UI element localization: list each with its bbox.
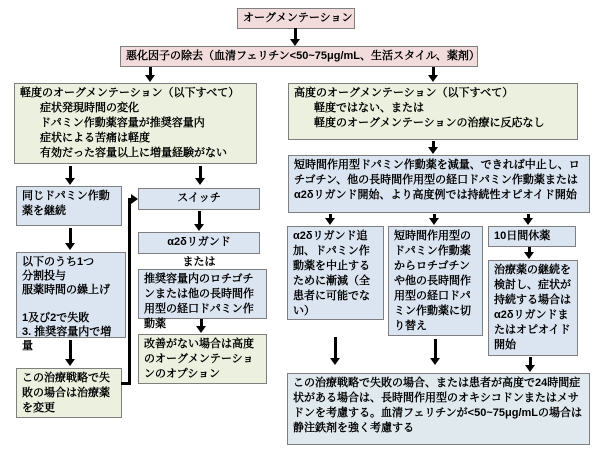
treatment-options-node [16,252,126,352]
mild-augmentation-node [14,83,257,164]
arrow-down-icon [429,214,439,225]
arrow-down-icon [430,339,440,365]
change-drug-node: この治療戦略で失敗の場合は治療薬を変更 [16,368,122,418]
arrow-down-icon [145,67,155,82]
switch-node: スイッチ [138,188,260,210]
treatment-options-lines: 以下のうち1つ 分割投与 服薬時間の繰上げ 1及び2で失敗 3. 推奨容量内で増量 [22,256,112,352]
arrow-down-icon [65,340,75,366]
mild-augmentation-title: 軽度のオーグメンテーション（以下すべて） [20,87,240,99]
consider-continuation-node: 治療薬の継続を検討し、症状が持続する場合はα2δリガンドまたはオピオイド開始 [488,260,578,356]
no-improvement-node: 改善がない場合は高度のオーグメンテーションのオプション [138,334,267,384]
mild-augmentation-criteria: 症状発現時間の変化 ドパミン作動薬容量が推奨容量内 症状による苦痛は軽度 有効だった容量以上に増量経験がない [40,102,227,159]
arrow-right-icon [131,194,138,204]
severe-augmentation-node [288,83,578,140]
severe-action-node: 短時間作用型ドパミン作動薬を減量、できれば中止し、ロチゴチン、他の長時間作用型の経口ドパミン作動薬またはα2δリガンド開始、より高度例では持続性オピオイド開始 [288,155,590,213]
arrow-down-icon [524,247,534,259]
arrow-down-icon [523,214,533,225]
arrow-down-icon [428,141,438,154]
switch-long-acting-node: 短時間作用型のドパミン作動薬からロチゴチンや他の長時間作用型の経口ドパミン作動薬に切り替え [388,226,483,336]
severe-augmentation-criteria: 軽度ではない、または 軽度のオーグメンテーションの治療に反応なし [314,102,545,129]
severe-augmentation-title: 高度のオーグメンテーション（以下すべて） [294,87,514,99]
rotigotine-node: 推奨容量内のロチゴチンまたは他の長時間作用型の経口ドパミン作動薬 [138,269,267,319]
continue-same-agonist-node: 同じドパミン作動薬を継続 [16,186,122,226]
drug-holiday-node: 10日間休薬 [488,226,576,247]
arrow-down-icon [525,357,535,372]
final-strategy-node: この治療戦略で失敗の場合、または患者が高度で24時間症状がある場合は、長時間作用型のオキシコドンまたはメサドンを考慮する。血清フェリチンが<50~75μg/mLの場合は静注鉄剤を強く考慮する [287,373,590,445]
arrow-down-icon [428,67,438,82]
arrow-down-icon [290,28,300,46]
arrow-down-icon [325,214,335,225]
arrow-down-icon [65,228,75,250]
arrow-down-icon [330,337,340,365]
or-label: または [182,256,216,268]
start-node: オーグメンテーション [237,8,355,29]
arrow-down-icon [196,319,206,333]
add-a2d-ligand-node: α2δリガンド追加、ドパミン作動薬を中止するために漸減（全患者に可能でない） [287,226,384,320]
arrow-down-icon [194,211,204,231]
a2d-ligand-node: α2δリガンド [138,232,260,254]
connector-line [128,198,131,385]
arrow-down-icon [65,166,75,185]
remove-factors-node: 悪化因子の除去（血清フェリチン<50~75μg/mL、生活スタイル、薬剤） [120,46,478,67]
arrow-down-icon [195,166,205,185]
